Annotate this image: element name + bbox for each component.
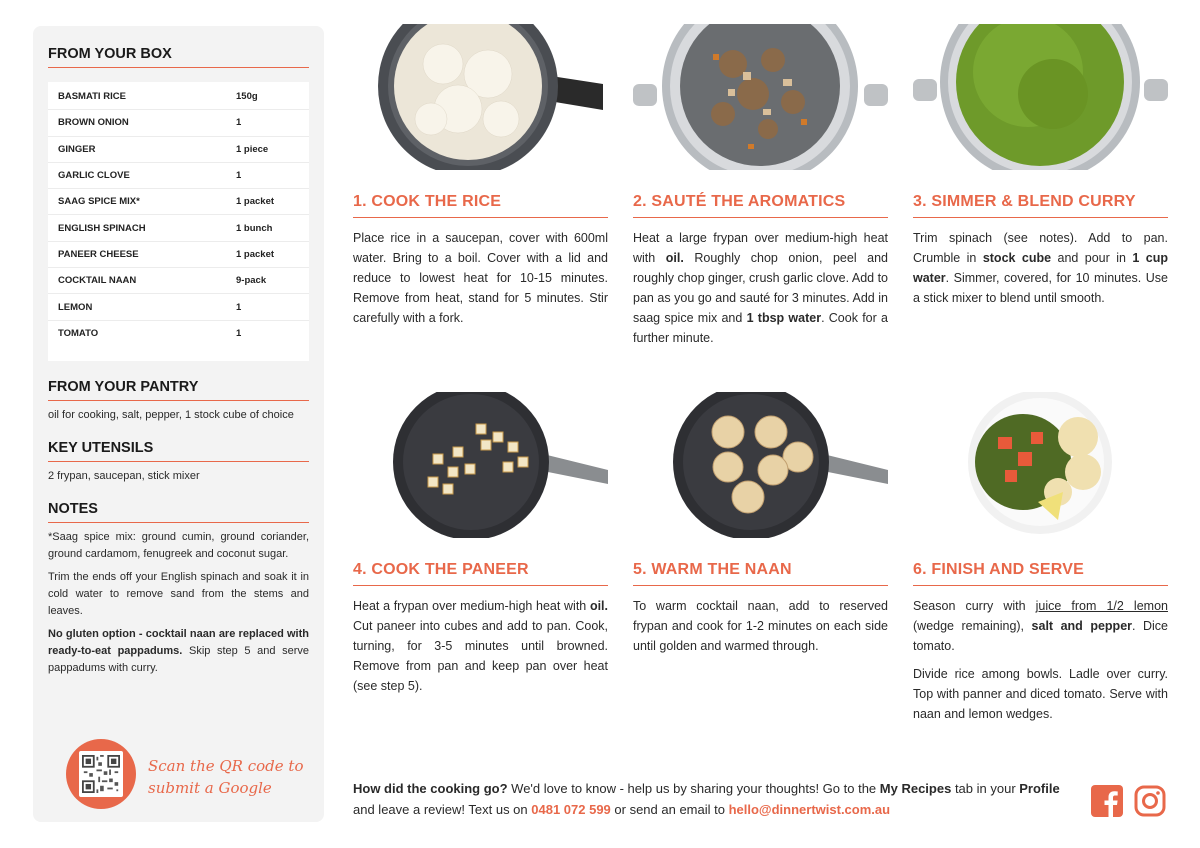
ingredient-qty: 9-pack — [236, 275, 267, 287]
note-paragraph: *Saag spice mix: ground cumin, ground coriander, ground cardamom, fenugreek and coconut sugar. — [48, 530, 309, 560]
step-6-paragraph — [913, 596, 1168, 656]
step-text-bold: 1 tbsp water — [746, 311, 822, 325]
footer-bold: Profile — [1019, 781, 1060, 796]
gluten-note-rest: Skip step 5 and serve pappadums with curry. — [48, 644, 310, 674]
ingredient-qty: 1 — [236, 301, 242, 313]
from-box-heading: FROM YOUR BOX — [48, 46, 309, 68]
notes-heading: NOTES — [48, 501, 309, 523]
utensils-text: 2 frypan, saucepan, stick mixer — [48, 469, 200, 482]
step-3-text — [913, 228, 1168, 308]
step-text-part: . Simmer, covered, for 10 minutes. Use a stick mixer to blend until smooth. — [913, 271, 1168, 305]
step-text-bold: salt and pepper — [1031, 619, 1133, 633]
footer-text: tab in your — [951, 781, 1020, 796]
ingredient-qty: 1 packet — [236, 196, 275, 208]
qr-circle — [66, 739, 136, 809]
photo-rice-saucepan — [353, 24, 608, 170]
pantry-heading: FROM YOUR PANTRY — [48, 379, 309, 401]
footer-text: We'd love to know - help us by sharing your thoughts! Go to the — [507, 781, 880, 796]
review-footer — [353, 778, 1073, 820]
photo-finished-dish — [913, 392, 1168, 538]
ingredients-table — [48, 82, 309, 361]
step-text-part: and pour in — [1051, 251, 1133, 265]
ingredient-name: BROWN ONION — [58, 117, 129, 129]
instagram-icon[interactable] — [1134, 785, 1166, 817]
ingredient-qty: 1 piece — [236, 143, 269, 155]
pantry-text: oil for cooking, salt, pepper, 1 stock cube of choice — [48, 408, 294, 421]
footer-text: or send an email to — [610, 802, 729, 817]
ingredient-qty: 1 — [236, 328, 242, 340]
photo-paneer-frypan — [353, 392, 608, 538]
table-row — [48, 110, 309, 136]
footer-text: and leave a review! Text us on — [353, 802, 532, 817]
gluten-note-bold: No gluten option - cocktail naan are replaced with ready-to-eat pappadums. — [48, 627, 309, 657]
qr-review[interactable] — [66, 739, 326, 809]
table-row — [48, 294, 309, 320]
step-2-title: 2. SAUTÉ THE AROMATICS — [633, 193, 888, 218]
step-text-bold: stock cube — [982, 251, 1052, 265]
photo-naan-frypan — [633, 392, 888, 538]
table-row — [48, 242, 309, 268]
step-text-part: . Cook for a further minute. — [633, 311, 888, 345]
ingredient-qty: 150g — [236, 91, 258, 103]
ingredient-name: GINGER — [58, 143, 96, 155]
step-text-bold: oil. — [665, 251, 684, 265]
step-6-text — [913, 596, 1168, 724]
ingredient-qty: 1 — [236, 170, 242, 182]
footer-bold: My Recipes — [879, 781, 952, 796]
step-5-text: To warm cocktail naan, add to reserved frypan and cook for 1-2 minutes on each side until golden and warmed through. — [633, 599, 888, 653]
phone-number[interactable]: 0481 072 599 — [531, 802, 611, 817]
step-6-paragraph: Divide rice among bowls. Ladle over curry. Top with panner and diced tomato. Serve with naan and lemon wedges. — [913, 667, 1168, 721]
photo-curry-pot — [913, 24, 1168, 170]
step-text-part: Heat a large frypan over medium-high heat with — [633, 231, 888, 265]
step-text-part: Roughly chop onion, peel and roughly chop ginger, crush garlic clove. Add to pan as you go and sauté for 3 minutes. Add in saag spice mix and — [633, 251, 889, 325]
table-row — [48, 268, 309, 294]
qr-caption — [148, 755, 303, 799]
step-text-part: (wedge remaining), — [913, 619, 1032, 633]
ingredient-name: PANEER CHEESE — [58, 248, 139, 260]
step-text-bold: oil. — [589, 599, 608, 613]
step-1-title: 1. COOK THE RICE — [353, 193, 608, 218]
qr-caption-line: Scan the QR code to — [148, 757, 304, 775]
step-3-title: 3. SIMMER & BLEND CURRY — [913, 193, 1168, 218]
table-row — [48, 137, 309, 163]
step-text-part: Trim spinach (see notes). Add to pan. Crumble in — [913, 231, 1168, 265]
ingredient-name: GARLIC CLOVE — [58, 170, 130, 182]
ingredient-name: COCKTAIL NAAN — [58, 275, 137, 287]
sidebar — [33, 26, 324, 822]
step-text-part: Season curry with — [913, 599, 1036, 613]
step-2-text — [633, 228, 888, 348]
table-row — [48, 163, 309, 189]
ingredient-name: ENGLISH SPINACH — [58, 222, 146, 234]
step-text-part: Cut paneer into cubes and add to pan. Cook, turning, for 3-5 minutes until browned. Remove from pan and keep pan over heat (see step 5). — [353, 619, 608, 693]
email-link[interactable]: hello@dinnertwist.com.au — [728, 802, 891, 817]
ingredient-name: SAAG SPICE MIX* — [58, 196, 140, 208]
step-1-text: Place rice in a saucepan, cover with 600ml water. Bring to a boil. Cover with a lid and reduce to lowest heat for 10-15 minutes. Remove from heat, stand for 5 minutes. Stir carefully with a fork. — [353, 231, 608, 325]
facebook-icon[interactable] — [1091, 785, 1123, 817]
table-row — [48, 189, 309, 215]
utensils-section — [48, 440, 309, 485]
table-row — [48, 321, 309, 347]
step-4-text — [353, 596, 608, 696]
qr-caption-line: submit a Google — [148, 779, 272, 797]
note-paragraph: Trim the ends off your English spinach and soak it in cold water to remove sand from the stems and leaves. — [48, 570, 309, 617]
step-text-underline: juice from 1/2 lemon — [1035, 599, 1168, 613]
step-text-bold: 1 cup water — [913, 251, 1168, 285]
notes-section — [48, 501, 309, 677]
ingredient-qty: 1 packet — [236, 248, 275, 260]
utensils-heading: KEY UTENSILS — [48, 440, 309, 462]
step-text-part: . Dice tomato. — [913, 619, 1169, 653]
ingredient-qty: 1 bunch — [236, 222, 273, 234]
step-6-title: 6. FINISH AND SERVE — [913, 561, 1168, 586]
qr-code-icon — [79, 751, 123, 797]
table-row — [48, 84, 309, 110]
step-5-title: 5. WARM THE NAAN — [633, 561, 888, 586]
table-row — [48, 215, 309, 241]
footer-bold: How did the cooking go? — [353, 781, 508, 796]
step-4-title: 4. COOK THE PANEER — [353, 561, 608, 586]
note-paragraph — [48, 626, 309, 677]
pantry-section — [48, 379, 309, 424]
ingredient-name: TOMATO — [58, 328, 99, 340]
ingredient-qty: 1 — [236, 117, 242, 129]
ingredient-name: BASMATI RICE — [58, 91, 126, 103]
step-text-part: Heat a frypan over medium-high heat with — [353, 599, 590, 613]
photo-aromatics-pot — [633, 24, 888, 170]
ingredient-name: LEMON — [58, 301, 93, 313]
